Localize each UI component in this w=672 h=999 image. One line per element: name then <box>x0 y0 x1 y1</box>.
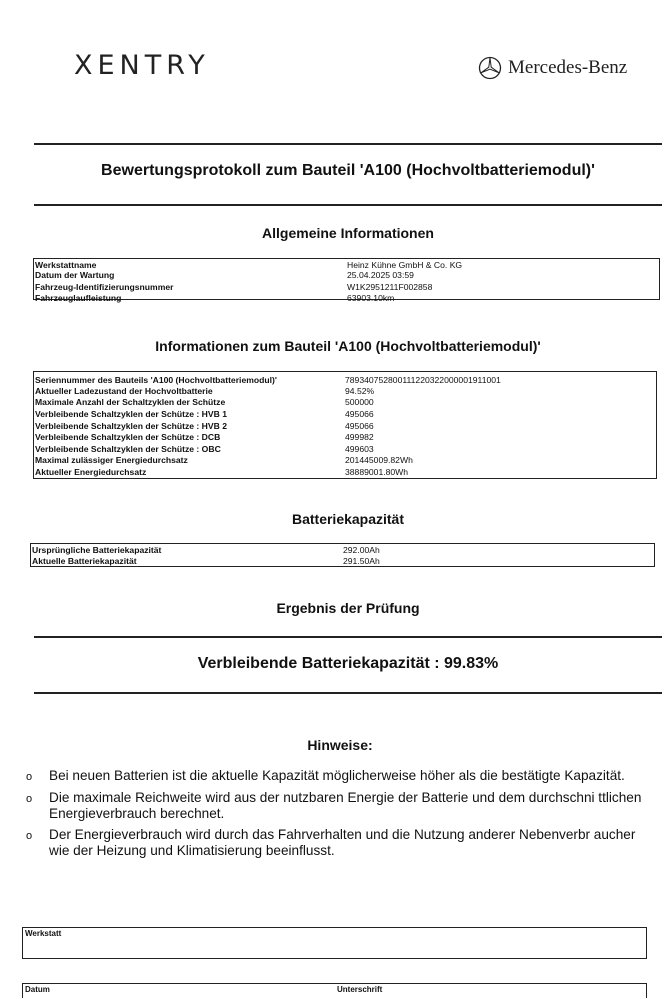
result-heading: Ergebnis der Prüfung <box>276 600 420 616</box>
row-label: Maximal zulässiger Energiedurchsatz <box>35 455 188 465</box>
capacity-heading: Batteriekapazität <box>291 511 405 527</box>
row-label: Aktuelle Batteriekapazität <box>32 556 137 566</box>
row-value: 500000 <box>345 397 374 407</box>
bullet: o <box>26 771 33 783</box>
row-value: 63903.10km <box>347 293 395 303</box>
divider <box>34 143 662 145</box>
row-value: 201445009.82Wh <box>345 455 413 465</box>
row-label: Verbleibende Schaltzyklen der Schütze : HVB 1 <box>35 409 227 419</box>
component-info-table <box>33 371 657 479</box>
component-info-heading: Informationen zum Bauteil 'A100 (Hochvoltbatteriemodul)' <box>155 338 541 354</box>
datum-label: Datum <box>25 985 50 994</box>
row-label: Verbleibende Schaltzyklen der Schütze : DCB <box>35 432 221 442</box>
row-label: Aktueller Energiedurchsatz <box>35 467 147 477</box>
row-label: Aktueller Ladezustand der Hochvoltbatterie <box>35 386 213 396</box>
row-value: 495066 <box>345 409 374 419</box>
divider <box>34 204 662 206</box>
werkstatt-box <box>22 927 647 959</box>
divider <box>34 692 662 694</box>
note-text: Bei neuen Batterien ist die aktuelle Kapazität möglicherweise höher als die bestätigte Kapazität. <box>49 768 625 783</box>
bullet: o <box>26 792 33 805</box>
datum-box <box>22 983 647 998</box>
list-item <box>26 790 646 823</box>
result-value: Verbleibende Batteriekapazität : 99.83% <box>197 655 499 672</box>
row-label: Verbleibende Schaltzyklen der Schütze : OBC <box>35 444 221 454</box>
notes-heading: Hinweise: <box>307 737 373 753</box>
row-label: Werkstattname <box>35 260 97 270</box>
mercedes-benz-logo <box>478 56 627 80</box>
row-value: 495066 <box>345 421 374 431</box>
page-title: Bewertungsprotokoll zum Bauteil 'A100 (Hochvoltbatteriemodul)' <box>101 162 595 179</box>
xentry-logo: XENTRY <box>74 50 210 81</box>
row-label: Fahrzeug-Identifizierungsnummer <box>35 282 174 292</box>
general-info-heading: Allgemeine Informationen <box>262 225 434 241</box>
notes-list <box>26 768 646 864</box>
row-value: 25.04.2025 03:59 <box>347 270 414 280</box>
row-label: Fahrzeuglaufleistung <box>35 293 122 303</box>
row-label: Maximale Anzahl der Schaltzyklen der Schütze <box>35 397 226 407</box>
row-value: 789340752800111220322000001911001 <box>345 375 501 385</box>
row-value: 291.50Ah <box>343 556 380 566</box>
list-item <box>26 827 646 860</box>
row-value: Heinz Kühne GmbH & Co. KG <box>347 260 463 270</box>
row-value: 292.00Ah <box>343 545 380 555</box>
row-value: W1K2951211F002858 <box>347 282 433 292</box>
row-value: 499982 <box>345 432 374 442</box>
mercedes-star-icon <box>478 56 502 80</box>
capacity-table <box>30 543 655 567</box>
werkstatt-label: Werkstatt <box>25 929 62 938</box>
general-info-table <box>33 258 660 303</box>
row-value: 94.52% <box>345 386 375 396</box>
row-label: Seriennummer des Bauteils 'A100 (Hochvoltbatteriemodul)' <box>35 375 277 385</box>
unterschrift-label: Unterschrift <box>337 985 383 994</box>
note-text: Die maximale Reichweite wird aus der nutzbaren Energie der Batterie und dem durchschni ttlichen Energieverbrauch berechnet. <box>49 789 642 821</box>
row-label: Verbleibende Schaltzyklen der Schütze : HVB 2 <box>35 421 227 431</box>
note-text: Der Energieverbrauch wird durch das Fahrverhalten und die Nutzung anderer Nebenverbr aucher wie der Heizung und Klimatisierung beeinflusst. <box>49 826 636 858</box>
divider <box>34 636 662 638</box>
brand-name: Mercedes-Benz <box>508 57 628 78</box>
row-value: 38889001.80Wh <box>345 467 409 477</box>
row-label: Ursprüngliche Batteriekapazität <box>32 545 162 555</box>
row-value: 499603 <box>345 444 374 454</box>
row-label: Datum der Wartung <box>35 270 115 280</box>
list-item <box>26 768 646 786</box>
bullet: o <box>26 829 33 842</box>
